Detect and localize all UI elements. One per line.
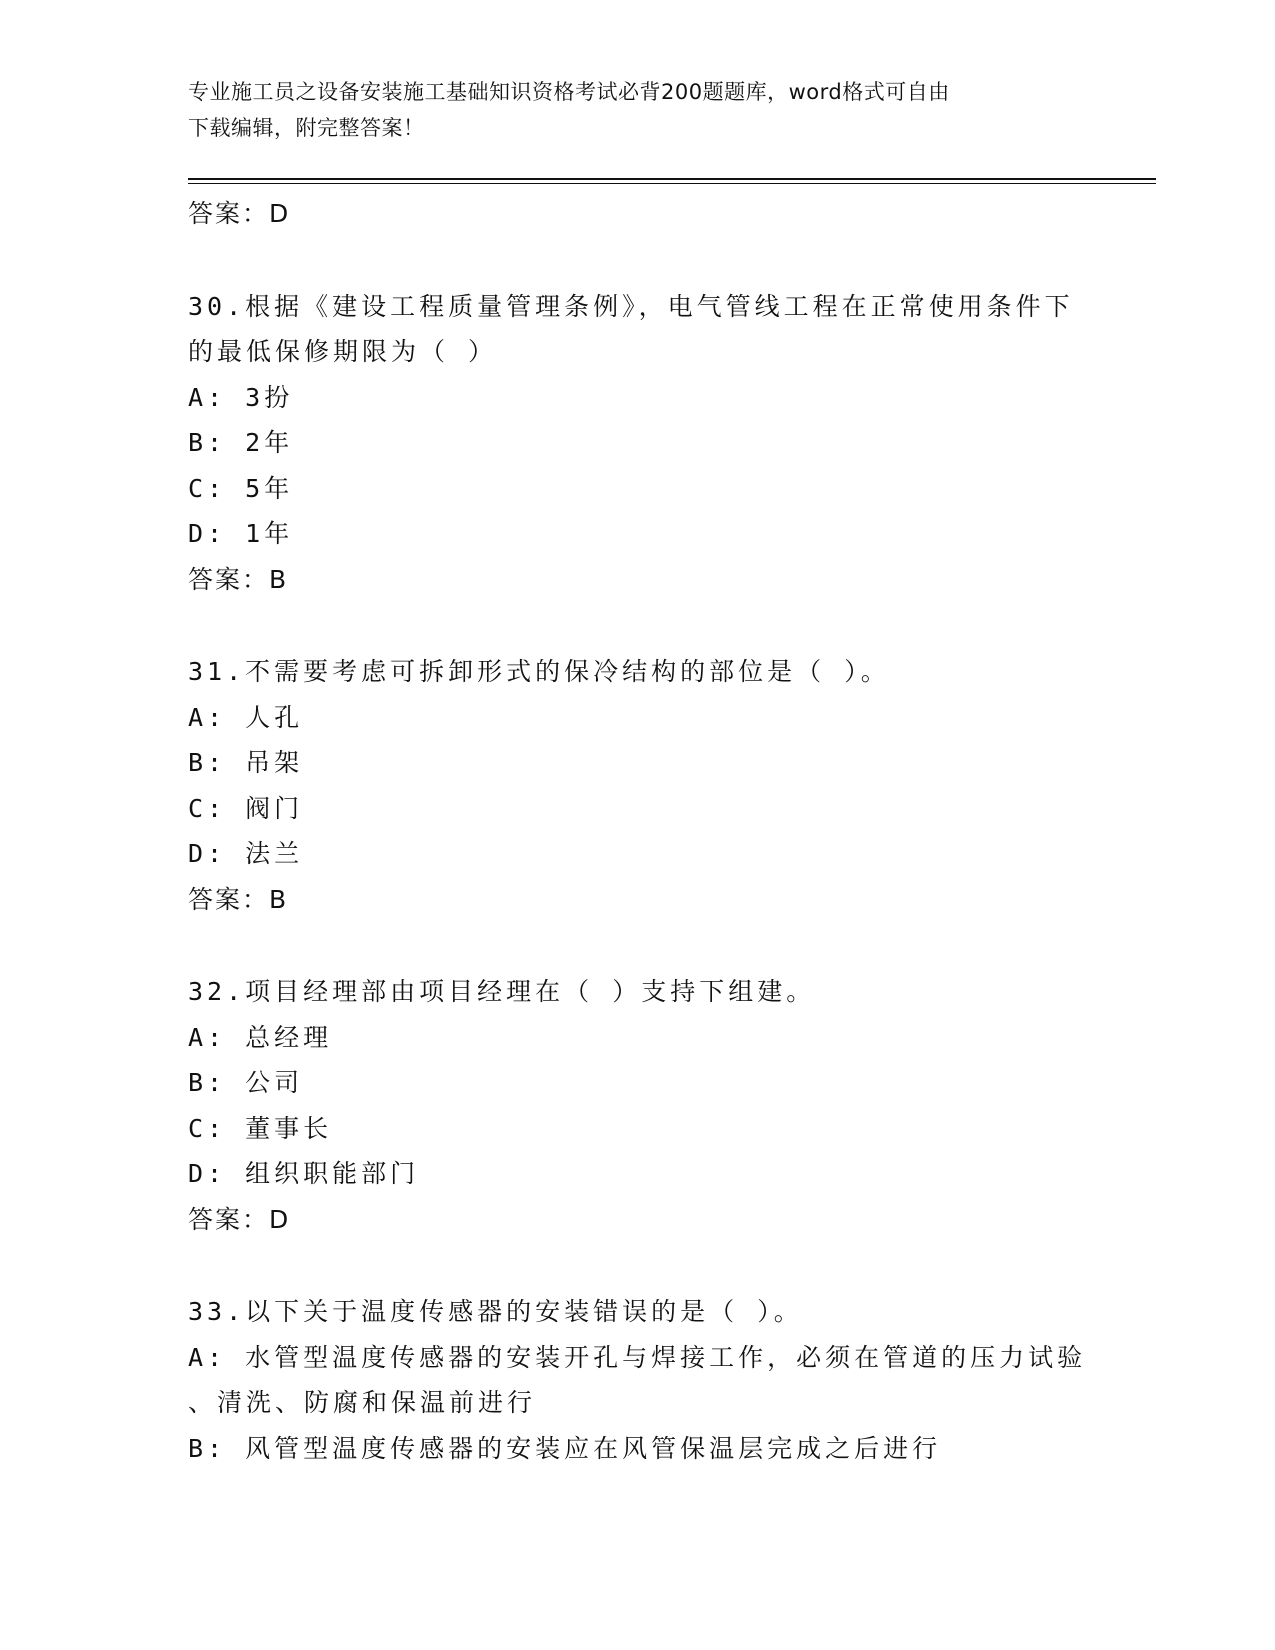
header-line-2: 下载编辑，附完整答案！ — [188, 116, 425, 140]
question-stem-line: 的最低保修期限为（ ） — [188, 337, 498, 366]
spacer — [188, 602, 1088, 649]
question-33 — [188, 1289, 1088, 1471]
option-d: D: 法兰 — [188, 839, 304, 868]
option-a: A: 总经理 — [188, 1022, 333, 1052]
question-stem-line: 31.不需要考虑可拆卸形式的保冷结构的部位是（ ）。 — [188, 657, 890, 686]
question-stem-line: 30.根据《建设工程质量管理条例》，电气管线工程在正常使用条件下 — [188, 291, 1074, 321]
question-stem-line: 33.以下关于温度传感器的安装错误的是（ ）。 — [188, 1297, 803, 1326]
option-b: B: 2年 — [188, 428, 294, 457]
question-30 — [188, 284, 1088, 603]
question-31 — [188, 649, 1088, 922]
option-b: B: 吊架 — [188, 748, 304, 777]
answer-line: 答案：D — [188, 1204, 291, 1234]
question-list — [188, 191, 1088, 1471]
option-a: A: 人孔 — [188, 702, 304, 732]
option-b: B: 公司 — [188, 1068, 304, 1097]
spacer — [188, 1242, 1088, 1289]
header-rule-thin — [188, 183, 1156, 184]
option-c: C: 阀门 — [188, 793, 304, 823]
spacer — [188, 922, 1088, 969]
spacer — [188, 237, 1088, 284]
option-c: C: 5年 — [188, 473, 294, 503]
answer-line: 答案：D — [188, 199, 291, 228]
question-stem-line: 32.项目经理部由项目经理在（ ）支持下组建。 — [188, 977, 816, 1006]
option-a-continued: 、清洗、防腐和保温前进行 — [188, 1388, 537, 1417]
option-a: A: 水管型温度传感器的安装开孔与焊接工作，必须在管道的压力试验 — [188, 1342, 1087, 1372]
option-a: A: 3扮 — [188, 382, 294, 412]
option-d: D: 组织职能部门 — [188, 1159, 420, 1188]
answer-line: 答案：B — [188, 564, 289, 594]
option-b: B: 风管型温度传感器的安装应在风管保温层完成之后进行 — [188, 1433, 942, 1463]
document-header — [188, 74, 1078, 146]
answer-line: 答案：B — [188, 884, 289, 914]
header-rule-thick — [188, 178, 1156, 180]
option-c: C: 董事长 — [188, 1113, 333, 1143]
question-32 — [188, 969, 1088, 1242]
option-d: D: 1年 — [188, 519, 294, 548]
header-line-1: 专业施工员之设备安装施工基础知识资格考试必背200题题库，word格式可自由 — [188, 80, 950, 104]
